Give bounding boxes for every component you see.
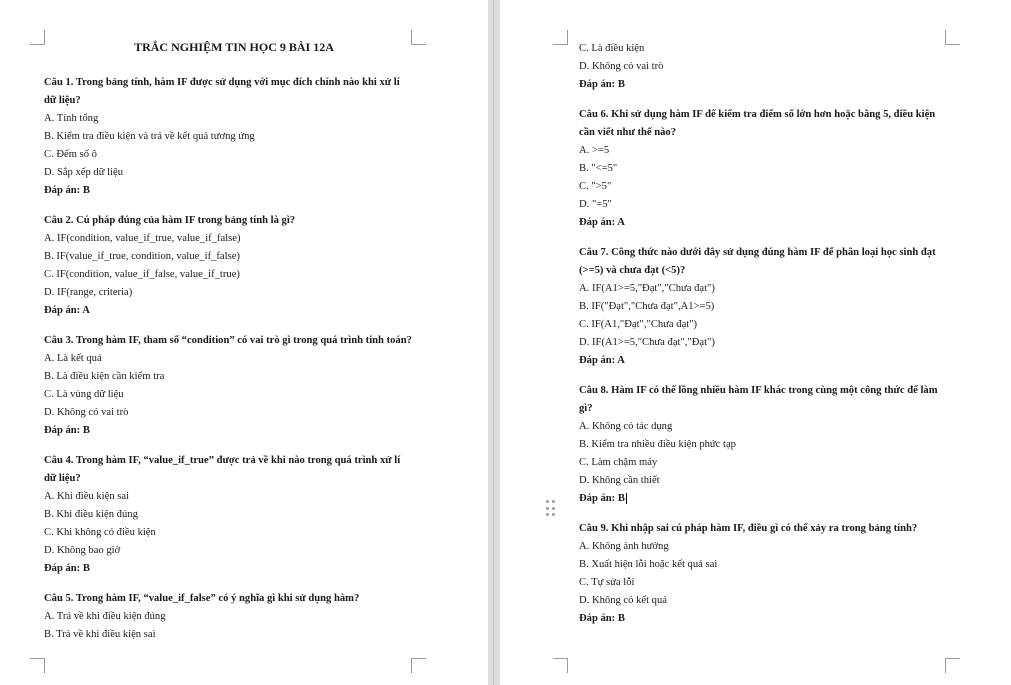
paragraph-spacer <box>44 320 424 332</box>
answer-option[interactable] <box>44 266 424 284</box>
answer-option[interactable] <box>44 524 424 542</box>
answer-key[interactable] <box>44 422 424 440</box>
answer-option[interactable] <box>44 608 424 626</box>
line-text: Đáp án: A <box>579 355 625 366</box>
line-text: A. IF(A1>=5,"Đạt","Chưa đạt") <box>579 283 715 294</box>
answer-key[interactable] <box>44 560 424 578</box>
question-text[interactable] <box>579 400 951 418</box>
line-text: Đáp án: A <box>44 305 90 316</box>
paragraph-spacer <box>579 94 951 106</box>
answer-option[interactable] <box>579 196 951 214</box>
line-text: A. IF(condition, value_if_true, value_if_false) <box>44 233 241 244</box>
line-text: B. Là điều kiện cần kiểm tra <box>44 371 165 382</box>
line-text: A. Không có tác dụng <box>579 421 673 432</box>
paragraph-spacer <box>579 508 951 520</box>
answer-option[interactable] <box>44 368 424 386</box>
answer-option[interactable] <box>44 128 424 146</box>
line-text: B. Trả về khi điều kiện sai <box>44 629 156 640</box>
line-text: Đáp án: B <box>579 613 625 624</box>
question-text[interactable] <box>579 520 951 538</box>
line-text: Đáp án: B <box>44 563 90 574</box>
paragraph-spacer <box>44 200 424 212</box>
line-text: Đáp án: A <box>579 217 625 228</box>
line-text: A. Không ảnh hưởng <box>579 541 669 552</box>
paragraph-spacer <box>44 440 424 452</box>
line-text: Câu 3. Trong hàm IF, tham số “condition” có vai trò gì trong quá trình tính toán? <box>44 335 412 346</box>
line-text: Đáp án: B <box>44 185 90 196</box>
right-text-flow <box>579 40 951 628</box>
line-text: C. Làm chậm máy <box>579 457 658 468</box>
answer-option[interactable] <box>44 488 424 506</box>
paragraph-spacer <box>579 370 951 382</box>
answer-option[interactable] <box>44 350 424 368</box>
question-text[interactable] <box>44 92 424 110</box>
crop-mark-bottom-left <box>30 658 45 673</box>
answer-option[interactable] <box>44 110 424 128</box>
line-text: Câu 8. Hàm IF có thể lồng nhiều hàm IF khác trong cùng một công thức để làm <box>579 385 938 396</box>
answer-key[interactable] <box>579 610 951 628</box>
question-text[interactable] <box>44 470 424 488</box>
answer-option[interactable] <box>44 506 424 524</box>
line-text: Đáp án: B <box>44 425 90 436</box>
question-text[interactable] <box>44 212 424 230</box>
line-text: B. "<=5" <box>579 163 618 174</box>
line-text: A. Tính tổng <box>44 113 99 124</box>
question-text[interactable] <box>579 262 951 280</box>
line-text: (>=5) và chưa đạt (<5)? <box>579 265 686 276</box>
answer-option[interactable] <box>579 472 951 490</box>
line-text: C. Là điều kiện <box>579 43 645 54</box>
line-text: A. Khi điều kiện sai <box>44 491 130 502</box>
answer-option[interactable] <box>44 386 424 404</box>
crop-mark-bottom-right <box>945 658 960 673</box>
answer-option[interactable] <box>44 284 424 302</box>
line-text: cần viết như thế nào? <box>579 127 676 138</box>
line-text: Đáp án: B <box>579 79 625 90</box>
answer-key[interactable] <box>579 76 951 94</box>
question-text[interactable] <box>579 244 951 262</box>
paragraph-drag-handle-icon[interactable] <box>546 500 556 518</box>
answer-key[interactable] <box>579 214 951 232</box>
line-text: C. Tự sửa lỗi <box>579 577 635 588</box>
text-cursor <box>626 493 627 504</box>
line-text: Câu 6. Khi sử dụng hàm IF để kiểm tra điểm số lớn hơn hoặc bằng 5, điều kiện <box>579 109 936 120</box>
answer-option[interactable] <box>579 316 951 334</box>
question-text[interactable] <box>44 332 424 350</box>
line-text: A. Trả về khi điều kiện đúng <box>44 611 166 622</box>
answer-option[interactable] <box>579 574 951 592</box>
answer-option[interactable] <box>44 542 424 560</box>
line-text: Câu 1. Trong bảng tính, hàm IF được sử dụng với mục đích chính nào khi xử lí <box>44 77 400 88</box>
answer-option[interactable] <box>579 142 951 160</box>
answer-option[interactable] <box>579 280 951 298</box>
answer-option[interactable] <box>44 248 424 266</box>
question-text[interactable] <box>579 382 951 400</box>
answer-option[interactable] <box>579 454 951 472</box>
question-text[interactable] <box>44 452 424 470</box>
question-text[interactable] <box>579 106 951 124</box>
line-text: D. Không có kết quả <box>579 595 667 606</box>
line-text: D. "=5" <box>579 199 612 210</box>
line-text: B. Kiểm tra nhiều điều kiện phức tạp <box>579 439 736 450</box>
line-text: C. IF(A1,"Đạt","Chưa đạt") <box>579 319 698 330</box>
line-text: D. Không cần thiết <box>579 475 660 486</box>
line-text: dữ liệu? <box>44 473 81 484</box>
line-text: Câu 9. Khi nhập sai cú pháp hàm IF, điều gì có thể xảy ra trong bảng tính? <box>579 523 918 534</box>
answer-key[interactable] <box>44 302 424 320</box>
answer-option[interactable] <box>44 626 424 644</box>
line-text: Câu 5. Trong hàm IF, “value_if_false” có ý nghĩa gì khi sử dụng hàm? <box>44 593 360 604</box>
answer-key[interactable] <box>579 352 951 370</box>
line-text: A. >=5 <box>579 145 610 156</box>
line-text: D. IF(A1>=5,"Chưa đạt","Đạt") <box>579 337 715 348</box>
line-text: A. Là kết quả <box>44 353 102 364</box>
line-text: D. Sắp xếp dữ liệu <box>44 167 124 178</box>
paragraph-spacer <box>44 578 424 590</box>
line-text: gì? <box>579 403 593 414</box>
answer-option[interactable] <box>44 164 424 182</box>
answer-option[interactable] <box>579 298 951 316</box>
question-text[interactable] <box>44 74 424 92</box>
answer-option[interactable] <box>579 40 951 58</box>
page-gutter <box>488 0 500 685</box>
line-text: B. Xuất hiện lỗi hoặc kết quả sai <box>579 559 718 570</box>
left-text-flow <box>44 74 424 644</box>
answer-option[interactable] <box>44 404 424 422</box>
line-text: Câu 4. Trong hàm IF, “value_if_true” được trả về khi nào trong quá trình xử lí <box>44 455 401 466</box>
answer-option[interactable] <box>44 146 424 164</box>
line-text: C. ">5" <box>579 181 612 192</box>
crop-mark-bottom-right <box>411 658 426 673</box>
line-text: B. IF("Đạt","Chưa đạt",A1>=5) <box>579 301 715 312</box>
line-text: D. Không có vai trò <box>579 61 664 72</box>
line-text: C. Là vùng dữ liệu <box>44 389 124 400</box>
line-text: C. Đếm số ô <box>44 149 97 160</box>
document-page-left[interactable] <box>0 0 488 685</box>
answer-key[interactable] <box>44 182 424 200</box>
crop-mark-top-left <box>553 30 568 45</box>
answer-option[interactable] <box>44 230 424 248</box>
answer-option[interactable] <box>579 58 951 76</box>
paragraph-spacer <box>579 232 951 244</box>
line-text: B. IF(value_if_true, condition, value_if_false) <box>44 251 240 262</box>
answer-option[interactable] <box>579 418 951 436</box>
line-text: B. Kiểm tra điều kiện và trả về kết quả tương ứng <box>44 131 255 142</box>
answer-option[interactable] <box>579 556 951 574</box>
line-text: B. Khi điều kiện đúng <box>44 509 138 520</box>
crop-mark-bottom-left <box>553 658 568 673</box>
line-text: D. IF(range, criteria) <box>44 287 133 298</box>
line-text: dữ liệu? <box>44 95 81 106</box>
line-text: D. Không có vai trò <box>44 407 129 418</box>
line-text: C. IF(condition, value_if_false, value_if_true) <box>44 269 240 280</box>
crop-mark-top-left <box>30 30 45 45</box>
document-title: TRẮC NGHIỆM TIN HỌC 9 BÀI 12A <box>134 40 334 54</box>
answer-option[interactable] <box>579 160 951 178</box>
answer-option[interactable] <box>579 592 951 610</box>
answer-option[interactable] <box>579 436 951 454</box>
document-page-right[interactable] <box>500 0 1011 685</box>
question-text[interactable] <box>44 590 424 608</box>
answer-option[interactable] <box>579 178 951 196</box>
answer-key[interactable] <box>579 490 951 508</box>
line-text: Câu 2. Cú pháp đúng của hàm IF trong bảng tính là gì? <box>44 215 296 226</box>
line-text: Đáp án: B <box>579 493 625 504</box>
answer-option[interactable] <box>579 334 951 352</box>
line-text: Câu 7. Công thức nào dưới đây sử dụng đúng hàm IF để phân loại học sinh đạt <box>579 247 936 258</box>
question-text[interactable] <box>579 124 951 142</box>
line-text: D. Không bao giờ <box>44 545 121 556</box>
answer-option[interactable] <box>579 538 951 556</box>
line-text: C. Khi không có điều kiện <box>44 527 156 538</box>
